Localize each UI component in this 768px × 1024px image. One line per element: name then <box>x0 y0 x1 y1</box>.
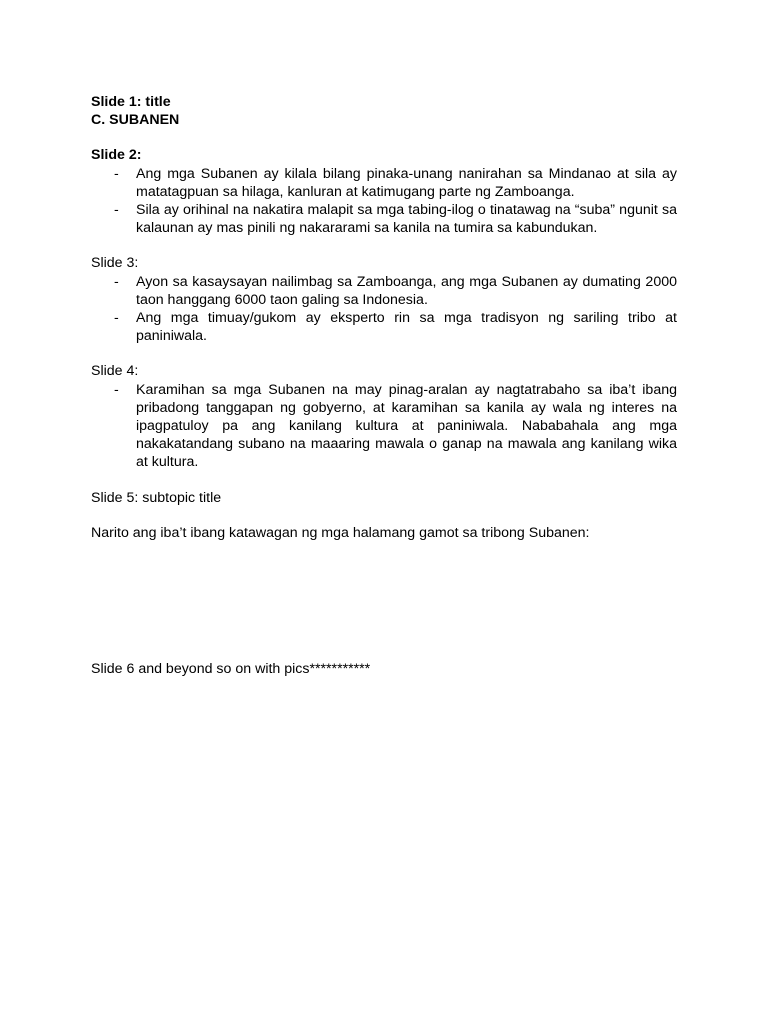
slide2-bullet-item <box>91 201 677 237</box>
slide3-heading: Slide 3: <box>91 255 139 272</box>
spacer <box>91 472 677 489</box>
bullet-text: Sila ay orihinal na nakatira malapit sa mga tabing-ilog o tinatawag na “suba” ngunit sa kalaunan ay mas pinili ng nakararami sa kanila na tumira sa kabundukan. <box>136 202 677 237</box>
bullet-text: Karamihan sa mga Subanen na may pinag-aralan ay nagtatrabaho sa iba’t ibang pribadong tanggapan ng gobyerno, at karamihan sa kanila ay wala ng interes na ipagpatuloy pa ang kanilang kultura at paniniwala. Nababahala ang mga nakakatandang subano na maaaring mawala o ganap na mawala ang kanilang wika at kultura. <box>136 381 677 471</box>
bullet-text: Ayon sa kasaysayan nailimbag sa Zamboanga, ang mga Subanen ay dumating 2000 taon hanggang 6000 taon galing sa Indonesia. <box>136 273 677 308</box>
slide5-text: Narito ang iba’t ibang katawagan ng mga halamang gamot sa tribong Subanen: <box>91 524 590 541</box>
bullet-dash: - <box>114 381 119 398</box>
slide1-subtitle: C. SUBANEN <box>91 112 180 129</box>
slide2-bullet-item <box>91 165 677 201</box>
bullet-dash: - <box>114 165 119 182</box>
slide1-heading: Slide 1: title <box>91 94 171 110</box>
slide4-bullet-list <box>91 381 677 472</box>
slide3-bullet-list <box>91 273 677 346</box>
bullet-dash: - <box>114 202 119 219</box>
slide6-text: Slide 6 and beyond so on with pics*********** <box>91 661 371 678</box>
slide3-bullet-item <box>91 273 677 309</box>
slide4-heading: Slide 4: <box>91 363 139 380</box>
spacer <box>91 507 677 524</box>
slide5-heading: Slide 5: subtopic title <box>91 489 222 506</box>
spacer <box>91 129 677 146</box>
spacer <box>91 542 677 660</box>
slide4-bullet-item <box>91 381 677 472</box>
bullet-text: Ang mga timuay/gukom ay eksperto rin sa mga tradisyon ng sariling tribo at paniniwala. <box>136 310 677 345</box>
spacer <box>91 345 677 362</box>
document-body <box>91 93 677 678</box>
slide2-bullet-list <box>91 165 677 238</box>
slide3-bullet-item <box>91 309 677 345</box>
bullet-dash: - <box>114 310 119 327</box>
slide2-heading: Slide 2: <box>91 147 142 164</box>
bullet-dash: - <box>114 273 119 290</box>
bullet-text: Ang mga Subanen ay kilala bilang pinaka-unang nanirahan sa Mindanao at sila ay matatagpuan sa hilaga, kanluran at katimugang parte ng Zamboanga. <box>136 165 677 200</box>
spacer <box>91 237 677 254</box>
